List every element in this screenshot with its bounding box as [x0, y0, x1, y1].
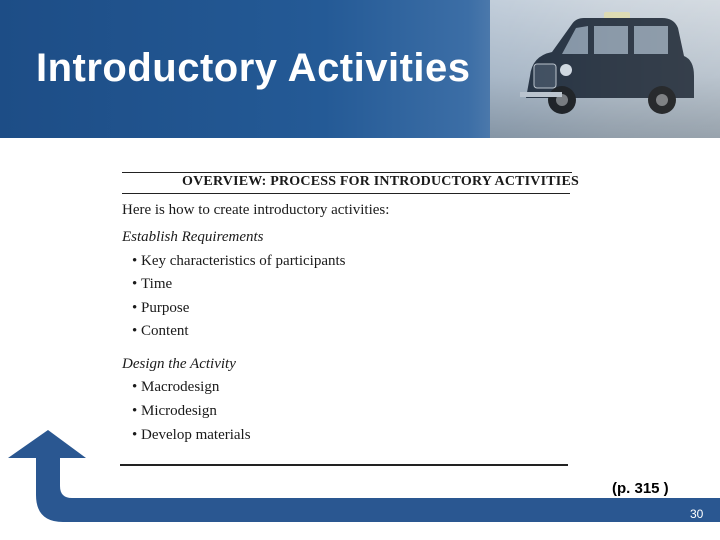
heading-rule: [122, 193, 570, 194]
overview-box: [112, 158, 582, 478]
section-heading-requirements: Establish Requirements: [122, 229, 264, 245]
overview-heading: OVERVIEW: PROCESS FOR INTRODUCTORY ACTIVITIES: [182, 174, 579, 189]
bottom-rule: [120, 464, 568, 466]
list-item: • Time: [132, 276, 172, 293]
list-item: • Develop materials: [132, 427, 251, 444]
overview-intro: Here is how to create introductory activities:: [122, 202, 390, 218]
section-heading-design: Design the Activity: [122, 356, 236, 372]
list-item: • Macrodesign: [132, 379, 219, 396]
slide-number: 30: [690, 507, 704, 521]
list-item: • Microdesign: [132, 403, 217, 420]
page-reference: (p. 315 ): [612, 480, 669, 497]
top-rule: [122, 172, 572, 173]
list-item: • Key characteristics of participants: [132, 253, 346, 270]
slide-title: Introductory Activities: [36, 46, 471, 90]
list-item: • Content: [132, 323, 189, 340]
list-item: • Purpose: [132, 300, 189, 317]
